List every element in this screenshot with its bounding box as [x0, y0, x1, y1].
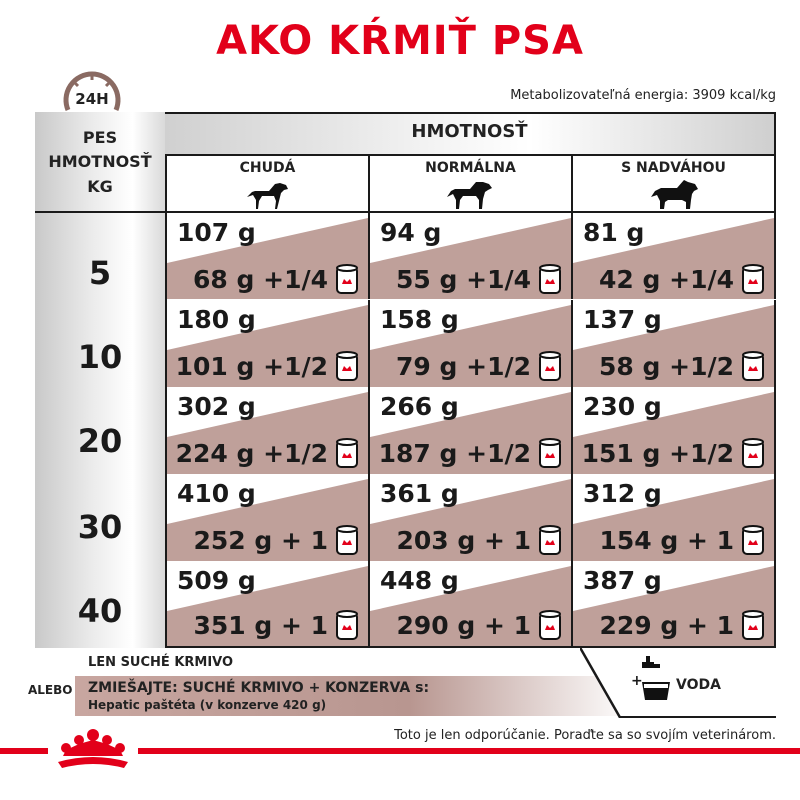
body-condition-header: HMOTNOSŤ	[411, 121, 528, 142]
legend-or: ALEBO	[28, 683, 73, 697]
can-icon	[742, 525, 764, 555]
can-icon	[742, 438, 764, 468]
legend-dry-only: LEN SUCHÉ KRMIVO	[88, 655, 234, 670]
feeding-cell	[370, 561, 571, 646]
column-header-overweight: S NADVÁHOU	[621, 160, 726, 176]
feeding-cell	[370, 387, 571, 474]
feeding-cell	[167, 213, 368, 300]
header-divider	[167, 154, 776, 156]
dog-weight-label: 10	[77, 338, 123, 376]
feeding-cell	[167, 474, 368, 561]
royal-canin-crown-logo	[48, 722, 138, 772]
mix-amount: 101 g +1/2	[175, 352, 328, 381]
mix-amount: 79 g +1/2	[396, 352, 531, 381]
dry-amount: 180 g	[177, 305, 256, 334]
thin-dog-icon	[246, 180, 290, 210]
left-header-hmotnost: HMOTNOSŤ	[48, 152, 152, 171]
mix-amount: 203 g + 1	[396, 526, 531, 555]
dry-amount: 94 g	[380, 218, 442, 247]
row-divider	[167, 299, 776, 300]
can-icon	[539, 264, 561, 294]
left-header-kg: KG	[87, 177, 113, 196]
dry-amount: 509 g	[177, 566, 256, 595]
mix-amount: 58 g +1/2	[599, 352, 734, 381]
can-icon	[539, 525, 561, 555]
left-header-pes: PES	[82, 128, 118, 147]
dog-weight-label: 40	[77, 592, 123, 630]
mix-amount: 151 g +1/2	[581, 439, 734, 468]
dry-amount: 158 g	[380, 305, 459, 334]
dry-amount: 266 g	[380, 392, 459, 421]
feeding-cell	[167, 561, 368, 646]
dog-weight-label: 20	[77, 422, 123, 460]
can-icon	[336, 525, 358, 555]
column-header-normal: NORMÁLNA	[425, 160, 516, 176]
mix-amount: 42 g +1/4	[599, 265, 734, 294]
column-header-thin: CHUDÁ	[239, 160, 296, 176]
can-icon	[336, 351, 358, 381]
water-plus: +	[631, 673, 643, 689]
feeding-cell	[573, 561, 774, 646]
feeding-cell	[167, 300, 368, 387]
can-icon	[539, 438, 561, 468]
can-icon	[336, 264, 358, 294]
mix-amount: 351 g + 1	[193, 611, 328, 640]
energy-info: Metabolizovateľná energia: 3909 kcal/kg	[510, 88, 776, 103]
dog-weight-label: 30	[77, 508, 123, 546]
mix-amount: 154 g + 1	[599, 526, 734, 555]
legend-hepatic: Hepatic paštéta (v konzerve 420 g)	[88, 698, 327, 712]
feeding-cell	[573, 213, 774, 300]
dry-amount: 387 g	[583, 566, 662, 595]
can-icon	[336, 610, 358, 640]
can-icon	[336, 438, 358, 468]
mix-amount: 187 g +1/2	[378, 439, 531, 468]
mix-amount: 55 g +1/4	[396, 265, 531, 294]
dry-amount: 81 g	[583, 218, 645, 247]
feeding-cell	[167, 387, 368, 474]
can-icon	[742, 351, 764, 381]
mix-amount: 290 g + 1	[396, 611, 531, 640]
can-icon	[742, 264, 764, 294]
dry-amount: 230 g	[583, 392, 662, 421]
dog-weight-label: 5	[88, 254, 112, 292]
feeding-cell	[573, 300, 774, 387]
normal-dog-icon	[446, 180, 494, 210]
legend-mix: ZMIEŠAJTE: SUCHÉ KRMIVO + KONZERVA s:	[88, 680, 430, 696]
dry-amount: 107 g	[177, 218, 256, 247]
water-label: VODA	[676, 677, 721, 693]
mix-amount: 252 g + 1	[193, 526, 328, 555]
dry-amount: 302 g	[177, 392, 256, 421]
clock-label: 24H	[75, 90, 109, 108]
page-title: AKO KŔMIŤ PSA	[216, 18, 584, 64]
feeding-cell	[370, 213, 571, 300]
feeding-cell	[573, 387, 774, 474]
can-icon	[539, 351, 561, 381]
dry-amount: 312 g	[583, 479, 662, 508]
mix-amount: 224 g +1/2	[175, 439, 328, 468]
dry-amount: 448 g	[380, 566, 459, 595]
dry-amount: 137 g	[583, 305, 662, 334]
footer-note: Toto je len odporúčanie. Poraďte sa so svojím veterinárom.	[394, 728, 776, 743]
mix-amount: 68 g +1/4	[193, 265, 328, 294]
feeding-cell	[573, 474, 774, 561]
can-icon	[742, 610, 764, 640]
can-icon	[539, 610, 561, 640]
mix-amount: 229 g + 1	[599, 611, 734, 640]
overweight-dog-icon	[650, 180, 700, 210]
feeding-cell	[370, 474, 571, 561]
feeding-cell	[370, 300, 571, 387]
dry-amount: 361 g	[380, 479, 459, 508]
dry-amount: 410 g	[177, 479, 256, 508]
